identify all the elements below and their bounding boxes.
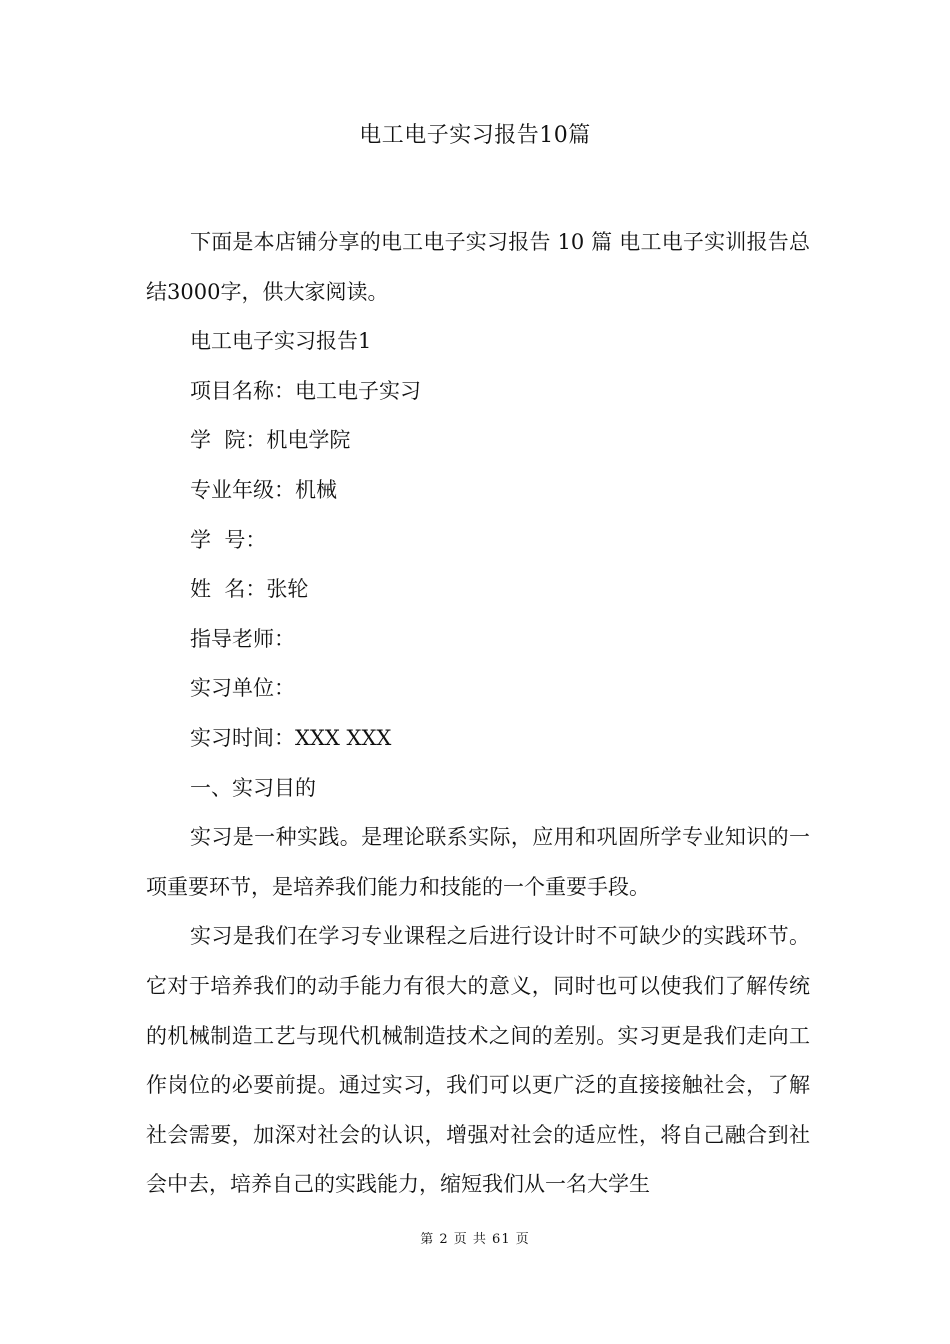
document-body: [146, 218, 810, 1210]
section-heading: 一、实习目的: [190, 775, 316, 800]
report-heading: 电工电子实习报告1: [190, 329, 372, 354]
college-line: 学 院：机电学院: [190, 428, 351, 453]
project-name-line: 项目名称：电工电子实习: [190, 378, 421, 403]
internship-time-line: 实习时间：XXX XXX: [190, 725, 392, 750]
body-paragraph: 实习是我们在学习专业课程之后进行设计时不可缺少的实践环节。它对于培养我们的动手能力有很大的意义，同时也可以使我们了解传统的机械制造工艺与现代机械制造技术之间的差别。实习更是我们走向工作岗位的必要前提。通过实习，我们可以更广泛的直接接触社会，了解社会需要，加深对社会的认识，增强对社会的适应性，将自己融合到社会中去，培养自己的实践能力，缩短我们从一名大学生: [146, 924, 810, 1197]
intro-paragraph: 下面是本店铺分享的电工电子实习报告 10 篇 电工电子实训报告总结3000字，供大家阅读。: [146, 230, 810, 304]
internship-unit-line: 实习单位：: [190, 676, 295, 701]
major-line: 专业年级：机械: [190, 477, 337, 502]
student-id-line: 学 号：: [190, 527, 267, 552]
body-paragraph: 实习是一种实践。是理论联系实际，应用和巩固所学专业知识的一项重要环节，是培养我们能力和技能的一个重要手段。: [146, 825, 810, 899]
name-line: 姓 名：张轮: [190, 577, 309, 602]
advisor-line: 指导老师：: [190, 626, 295, 651]
document-title: 电工电子实习报告10篇: [359, 123, 591, 148]
page-footer: 第 2 页 共 61 页: [420, 1232, 530, 1247]
